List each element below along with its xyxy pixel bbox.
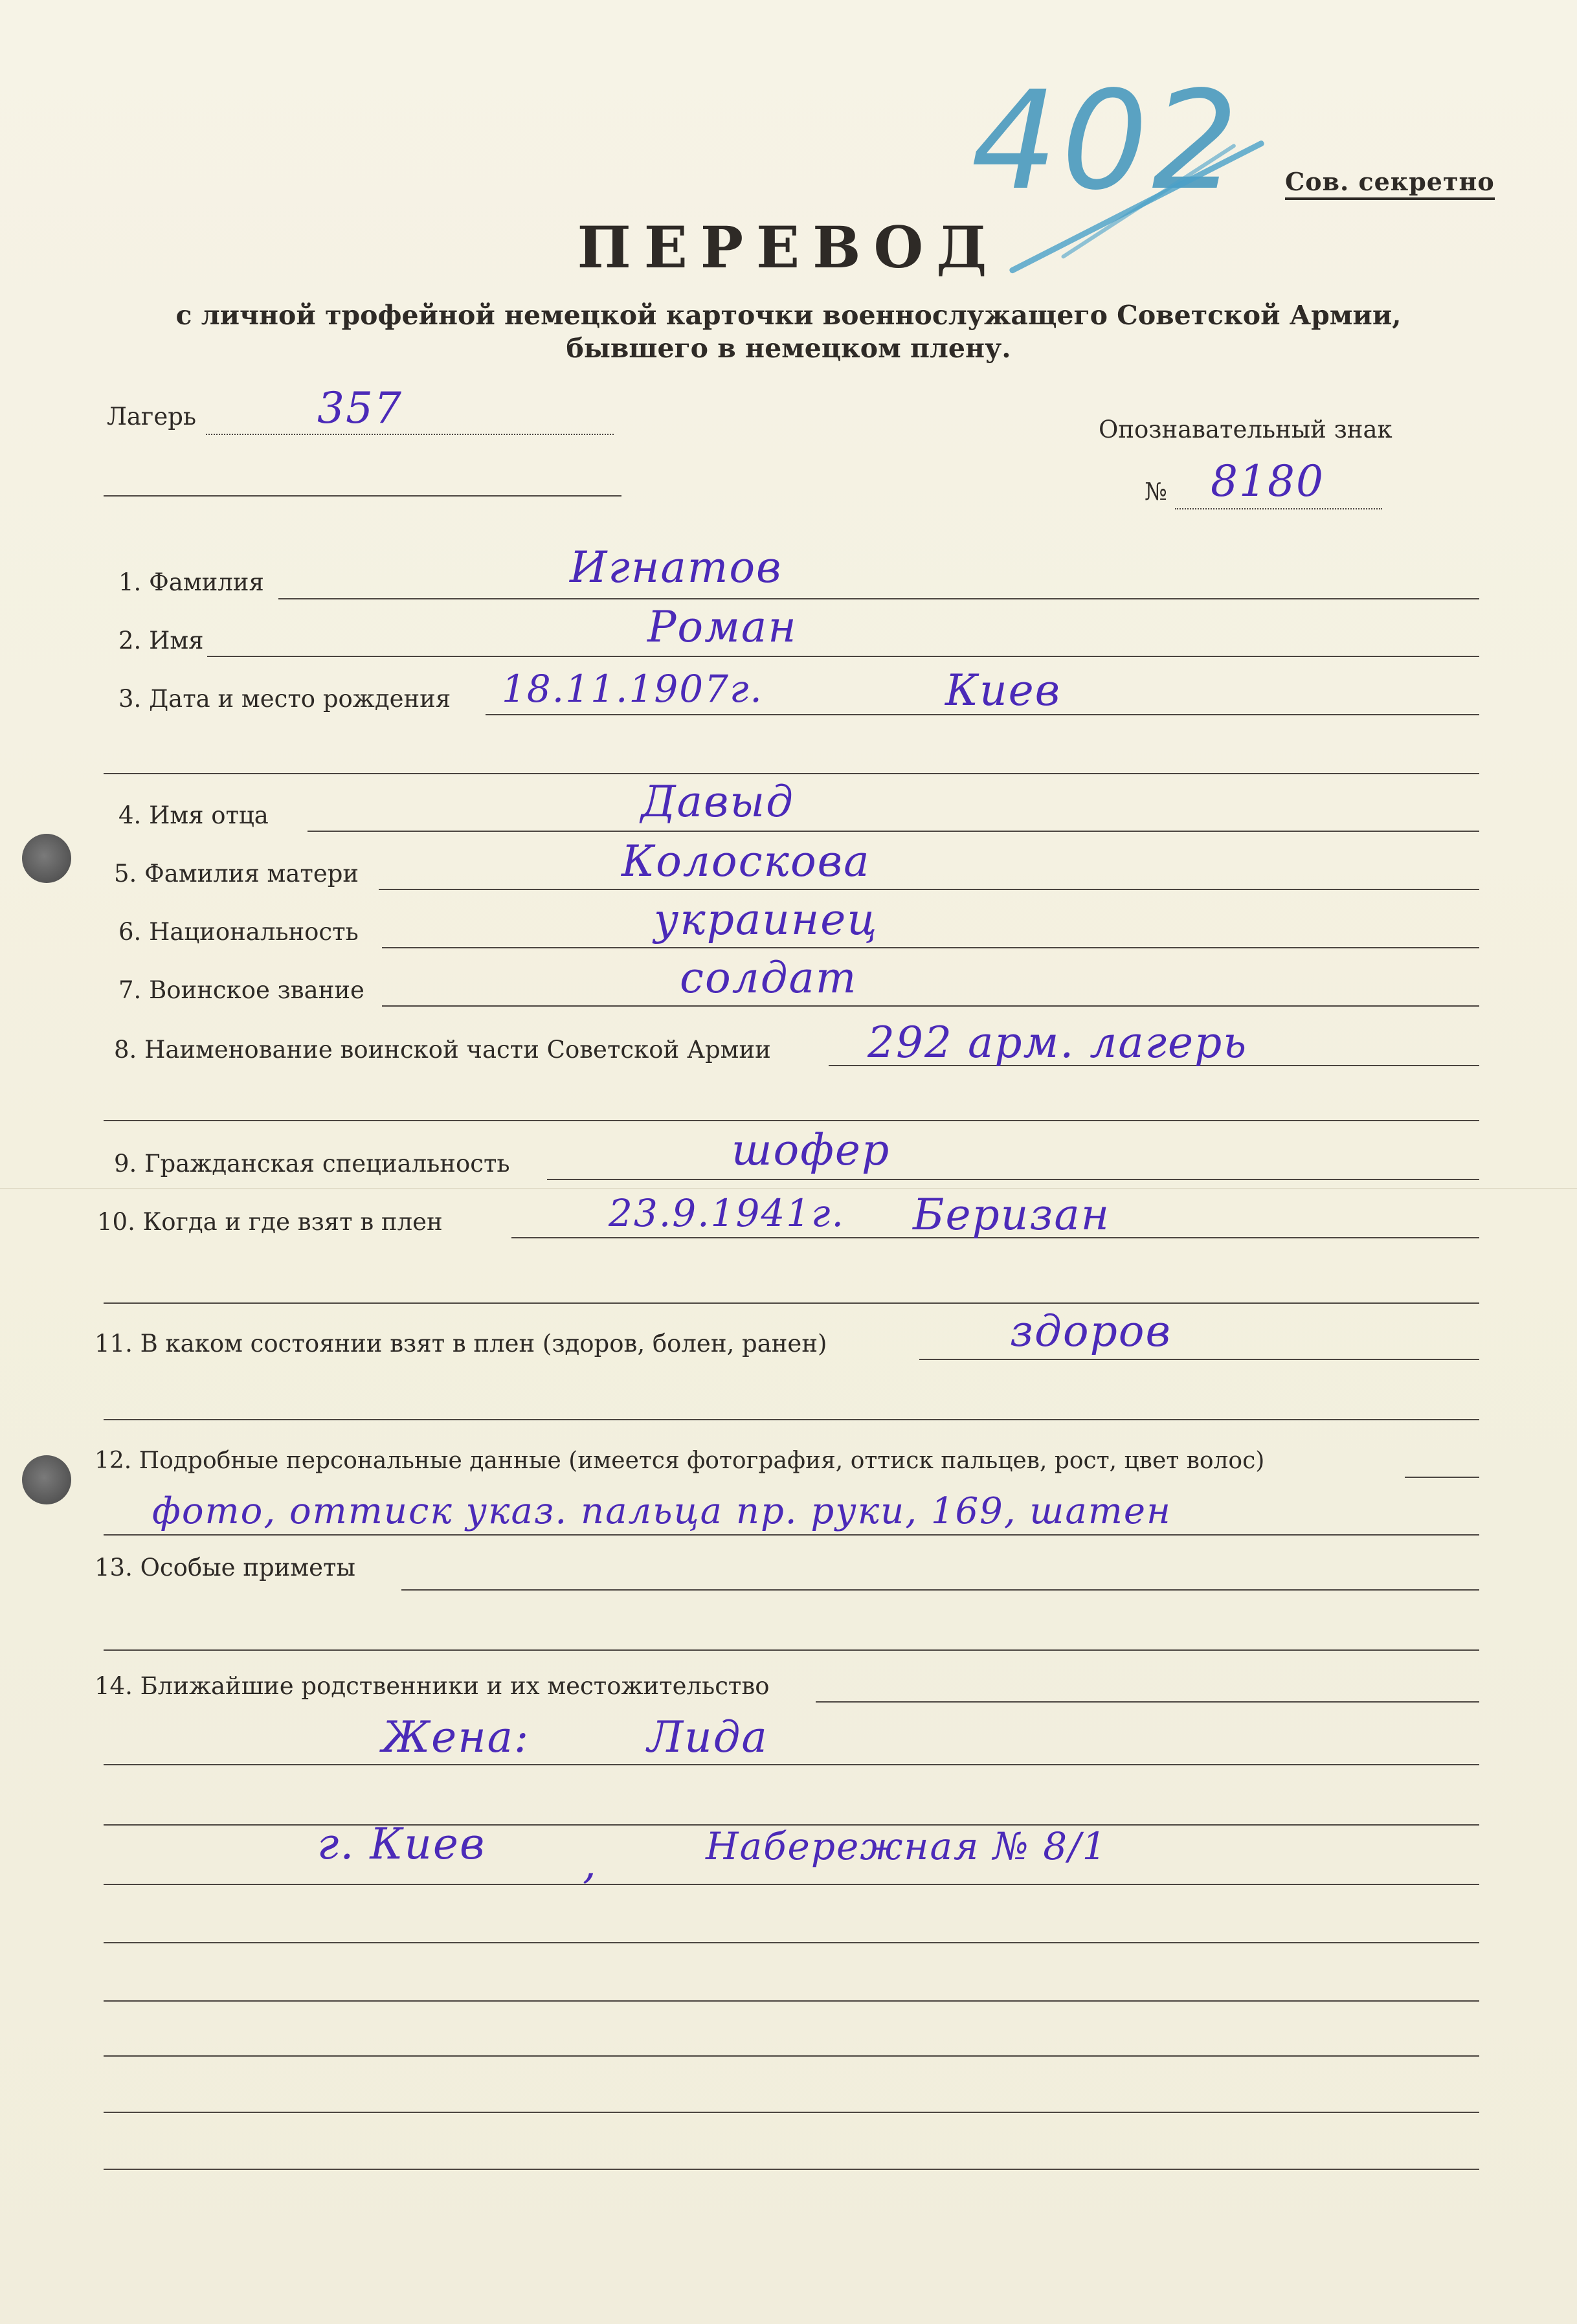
field-14-name: Лида	[647, 1712, 768, 1762]
id-tag-number-prefix: №	[1145, 478, 1168, 506]
paper-fold	[0, 1188, 1577, 1189]
blank-line	[104, 2000, 1479, 2002]
field-14-label: 14. Ближайшие родственники и их местожительство	[95, 1672, 770, 1700]
punch-hole	[22, 834, 71, 883]
field-14-city: г. Киев	[317, 1819, 486, 1869]
field-4-label: 4. Имя отца	[118, 801, 269, 829]
field-6-value: украинец	[654, 895, 878, 944]
field-14-relation: Жена:	[382, 1712, 530, 1762]
field-8-line-2	[104, 1120, 1479, 1121]
camp-line	[206, 434, 614, 435]
field-9-label: 9. Гражданская специальность	[114, 1150, 510, 1178]
subtitle-line-1: с личной трофейной немецкой карточки военнослужащего Советской Армии,	[175, 300, 1402, 331]
id-tag-value: 8180	[1211, 456, 1325, 506]
field-11-value: здоров	[1010, 1306, 1172, 1356]
field-2-line	[207, 656, 1479, 657]
field-6-line	[382, 947, 1479, 948]
blank-line	[104, 2169, 1479, 2170]
field-12-line-2	[104, 1534, 1479, 1536]
field-2-value: Роман	[647, 602, 798, 652]
blank-line	[104, 1942, 1479, 1943]
blank-line	[104, 2112, 1479, 2113]
field-12-line	[1405, 1477, 1479, 1478]
field-14-line	[816, 1701, 1479, 1703]
field-14-address: Набережная № 8/1	[706, 1824, 1108, 1868]
field-10-line-2	[104, 1302, 1479, 1304]
field-8-value: 292 арм. лагерь	[867, 1018, 1248, 1067]
field-11-line	[919, 1359, 1479, 1360]
document-title: ПЕРЕВОД	[577, 214, 1000, 281]
field-3-date: 18.11.1907г.	[502, 667, 763, 711]
field-3-label: 3. Дата и место рождения	[118, 685, 451, 713]
field-3-line-2	[104, 773, 1479, 774]
field-14-comma: ,	[583, 1838, 598, 1888]
field-7-value: солдат	[680, 953, 858, 1003]
field-6-label: 6. Национальность	[118, 918, 359, 946]
field-9-value: шофер	[732, 1125, 891, 1175]
id-tag-line	[1175, 508, 1382, 509]
field-7-label: 7. Воинское звание	[118, 976, 364, 1004]
field-1-value: Игнатов	[570, 542, 783, 592]
camp-label: Лагерь	[107, 403, 197, 430]
field-13-line	[401, 1589, 1479, 1591]
field-1-label: 1. Фамилия	[118, 568, 264, 596]
field-2-label: 2. Имя	[118, 627, 204, 654]
camp-value: 357	[317, 383, 403, 433]
subtitle-line-2: бывшего в немецком плену.	[566, 333, 1011, 364]
field-5-label: 5. Фамилия матери	[114, 860, 359, 888]
field-13-line-2	[104, 1649, 1479, 1651]
field-9-line	[547, 1179, 1479, 1180]
field-3-place: Киев	[945, 665, 1062, 715]
field-10-label: 10. Когда и где взят в плен	[97, 1208, 443, 1236]
field-4-value: Давыд	[641, 777, 795, 827]
blank-line	[104, 2055, 1479, 2057]
field-10-date: 23.9.1941г.	[609, 1191, 845, 1235]
field-11-line-2	[104, 1419, 1479, 1420]
document-subtitle	[0, 299, 1577, 366]
classification-mark: Сов. секретно	[1285, 167, 1495, 200]
field-8-label: 8. Наименование воинской части Советской Армии	[114, 1036, 771, 1064]
field-13-label: 13. Особые приметы	[95, 1554, 355, 1581]
field-12-value: фото, оттиск указ. пальца пр. руки, 169, шатен	[152, 1490, 1172, 1532]
field-5-value: Колоскова	[621, 836, 871, 886]
id-tag-label: Опознавательный знак	[1099, 416, 1392, 443]
field-1-line	[278, 598, 1479, 599]
field-4-line	[308, 831, 1479, 832]
field-10-place: Беризан	[913, 1190, 1111, 1240]
field-5-line	[379, 889, 1479, 890]
punch-hole	[22, 1455, 71, 1504]
field-7-line	[382, 1005, 1479, 1007]
camp-line-2	[104, 495, 621, 497]
blank-line	[104, 1884, 1479, 1885]
field-14-line-2	[104, 1764, 1479, 1765]
handwritten-archive-number: 402	[971, 61, 1242, 220]
field-11-label: 11. В каком состоянии взят в плен (здоров, болен, ранен)	[95, 1330, 827, 1358]
field-12-label: 12. Подробные персональные данные (имеется фотография, оттиск пальцев, рост, цвет волос)	[95, 1447, 1265, 1474]
